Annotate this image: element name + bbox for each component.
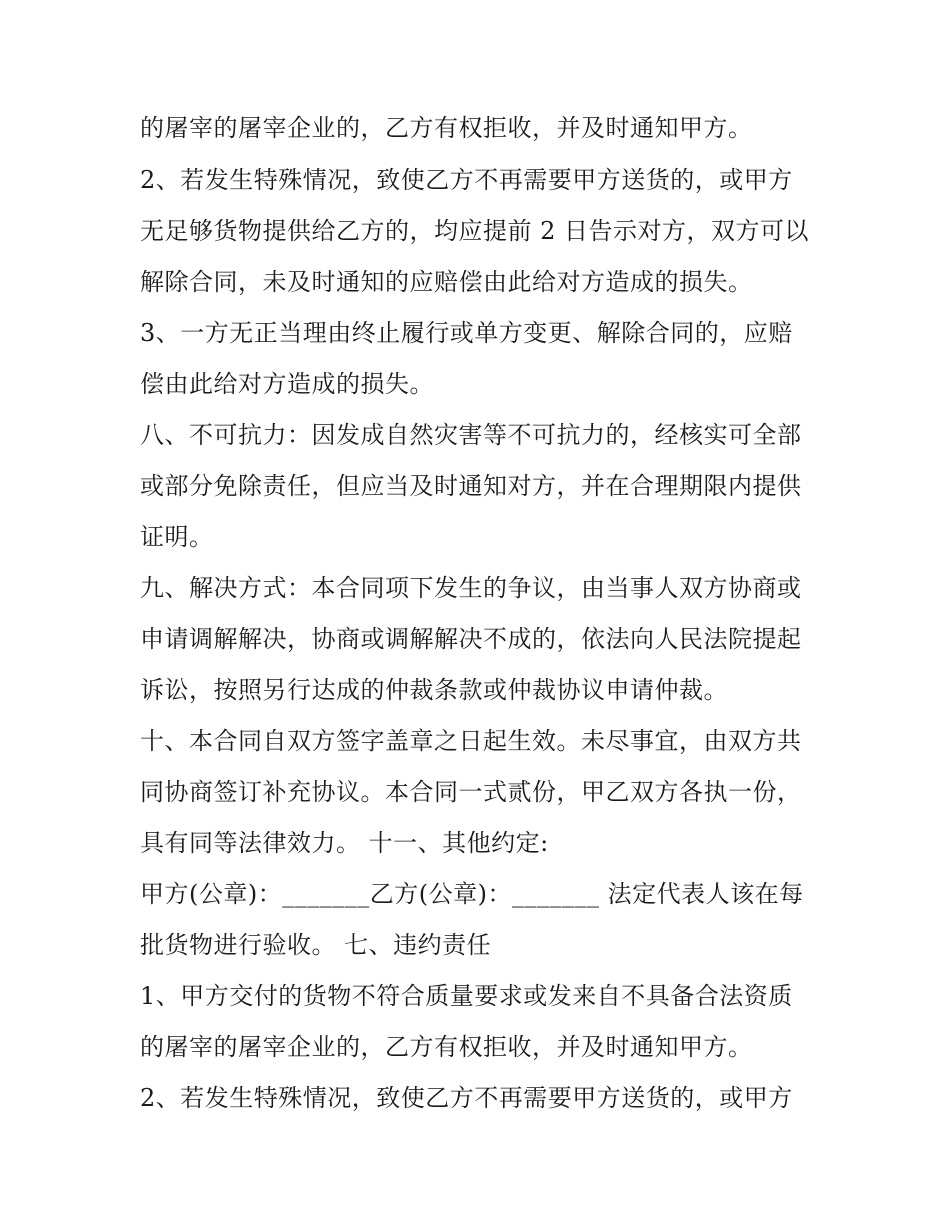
text-line-9: 证明。	[140, 523, 214, 551]
text-line-3: 无足够货物提供给乙方的，均应提前 2 日告示对方，双方可以	[140, 217, 810, 245]
text-line-16: 甲方(公章)：_______乙方(公章)：_______ 法定代表人该在每	[140, 880, 804, 908]
text-line-8: 或部分免除责任，但应当及时通知对方，并在合理期限内提供	[140, 472, 802, 500]
text-line-10: 九、解决方式：本合同项下发生的争议，由当事人双方协商或	[140, 574, 802, 602]
text-line-2: 2、若发生特殊情况，致使乙方不再需要甲方送货的，或甲方	[140, 166, 793, 194]
text-line-5: 3、一方无正当理由终止履行或单方变更、解除合同的，应赔	[140, 319, 793, 347]
text-line-20: 2、若发生特殊情况，致使乙方不再需要甲方送货的，或甲方	[140, 1084, 793, 1112]
text-line-13: 十、本合同自双方签字盖章之日起生效。未尽事宜，由双方共	[140, 727, 802, 755]
text-line-1: 的屠宰的屠宰企业的，乙方有权拒收，并及时通知甲方。	[140, 114, 753, 142]
text-line-12: 诉讼，按照另行达成的仲裁条款或仲裁协议申请仲裁。	[140, 676, 728, 704]
text-line-7: 八、不可抗力：因发成自然灾害等不可抗力的，经核实可全部	[140, 421, 802, 449]
text-line-6: 偿由此给对方造成的损失。	[140, 370, 434, 398]
text-line-4: 解除合同，未及时通知的应赔偿由此给对方造成的损失。	[140, 268, 753, 296]
text-line-17: 批货物进行验收。 七、违约责任	[140, 931, 492, 959]
text-line-11: 申请调解解决，协商或调解解决不成的，依法向人民法院提起	[140, 625, 802, 653]
text-line-15: 具有同等法律效力。 十一、其他约定:	[140, 829, 549, 857]
text-line-14: 同协商签订补充协议。本合同一式贰份，甲乙双方各执一份，	[140, 778, 802, 806]
text-line-18: 1、甲方交付的货物不符合质量要求或发来自不具备合法资质	[140, 982, 793, 1010]
text-line-19: 的屠宰的屠宰企业的，乙方有权拒收，并及时通知甲方。	[140, 1033, 753, 1061]
